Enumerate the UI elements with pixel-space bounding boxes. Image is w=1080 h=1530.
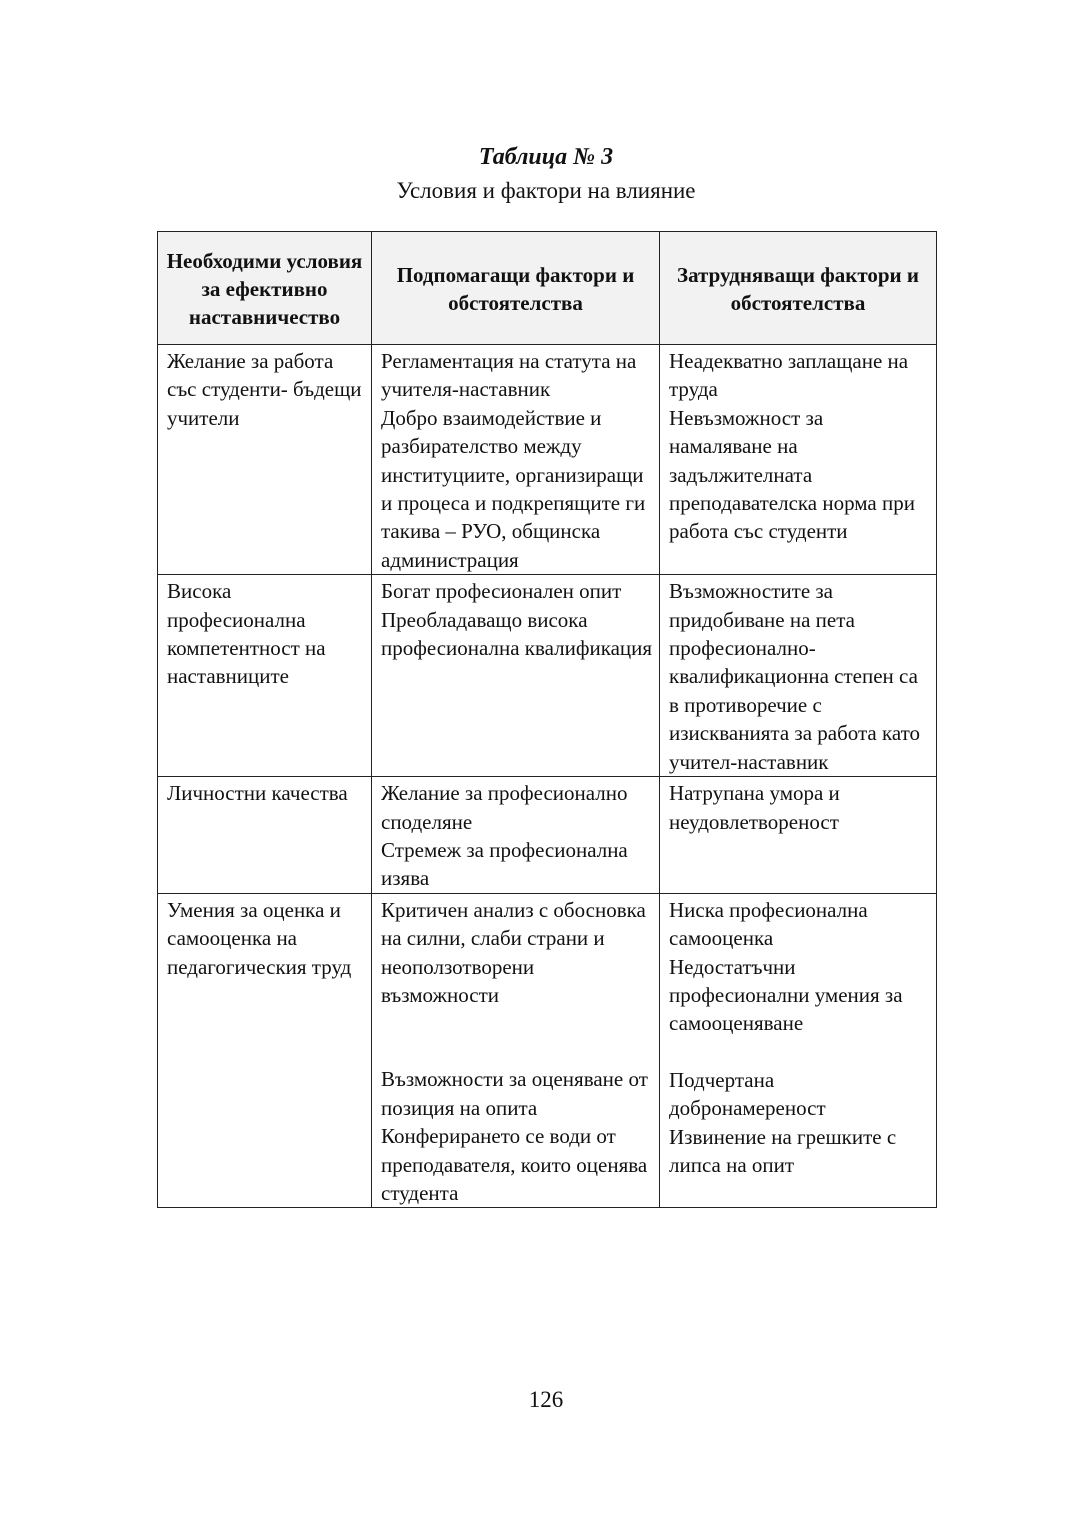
- cell-text: Преобладаващо висока професионална квалификация: [381, 607, 653, 661]
- cell-text: Стремеж за професионална изява: [381, 837, 628, 891]
- cell-text: Възможностите за придобиване на пета професионално-квалификационна степен са в противоречие с изискванията за работа като учител-наставник: [669, 579, 921, 774]
- cell-condition: [158, 575, 372, 777]
- cell-text: Регламентация на статута на учителя-наставник: [381, 349, 637, 402]
- table-subtitle: Условия и фактори на влияние: [396, 178, 696, 203]
- cell-text: Подчертана добронамереност: [669, 1067, 826, 1121]
- table-row: [158, 777, 937, 894]
- cell-hindering: [660, 575, 937, 777]
- table-row: [158, 575, 937, 777]
- cell-text: Невъзможност за намаляване на задължителната преподавателска норма при работа със студенти: [669, 405, 915, 544]
- conditions-table: [157, 231, 937, 1208]
- cell-text: Богат професионален опит: [381, 579, 622, 604]
- cell-text: Висока професионална компетентност на наставниците: [167, 579, 326, 689]
- table-header-row: [158, 232, 937, 345]
- cell-text: Критичен анализ с обосновка на силни, слаби страни и неоползотворени възможности: [381, 897, 646, 1007]
- cell-supporting: [372, 575, 660, 777]
- cell-text: Неадекватно заплащане на труда: [669, 349, 909, 402]
- cell-condition: [158, 777, 372, 894]
- cell-hindering: [660, 345, 937, 575]
- page-number: 126: [528, 1387, 564, 1412]
- header-supporting: Подпомагащи фактори и обстоятелства: [372, 232, 660, 345]
- cell-hindering: [660, 777, 937, 894]
- cell-spacer: [381, 1009, 653, 1065]
- cell-text: Извинение на грешките с липса на опит: [669, 1124, 897, 1177]
- cell-text: Ниска професионална самооценка: [669, 897, 868, 951]
- cell-condition: [158, 893, 372, 1208]
- cell-text: Личностни качества: [167, 781, 348, 806]
- table-row: [158, 893, 937, 1208]
- cell-text: Желание за професионално споделяне: [381, 781, 628, 834]
- table-title: Таблица № 3: [478, 144, 614, 170]
- cell-supporting: [372, 345, 660, 575]
- cell-text: Добро взаимодействие и разбирателство между институциите, организиращи и процеса и подкрепящите ги такива – РУО, общинска администрация: [381, 405, 646, 572]
- cell-text: Недостатъчни професионални умения за самооценяване: [669, 954, 903, 1036]
- cell-text: Възможности за оценяване от позиция на опита: [381, 1067, 648, 1120]
- cell-text: Конферирането се води от преподавателя, които оценява студента: [381, 1124, 648, 1205]
- cell-spacer: [669, 1038, 930, 1066]
- cell-text: Натрупана умора и неудовлетвореност: [669, 781, 840, 834]
- cell-supporting: [372, 777, 660, 894]
- cell-text: Желание за работа със студенти- бъдещи учители: [167, 349, 362, 430]
- cell-hindering: [660, 893, 937, 1208]
- header-conditions: Необходими условия за ефективно наставничество: [158, 232, 372, 345]
- cell-condition: [158, 345, 372, 575]
- header-hindering: Затрудняващи фактори и обстоятелства: [660, 232, 937, 345]
- table-row: [158, 345, 937, 575]
- cell-supporting: [372, 893, 660, 1208]
- cell-text: Умения за оценка и самооценка на педагогическия труд: [167, 897, 352, 979]
